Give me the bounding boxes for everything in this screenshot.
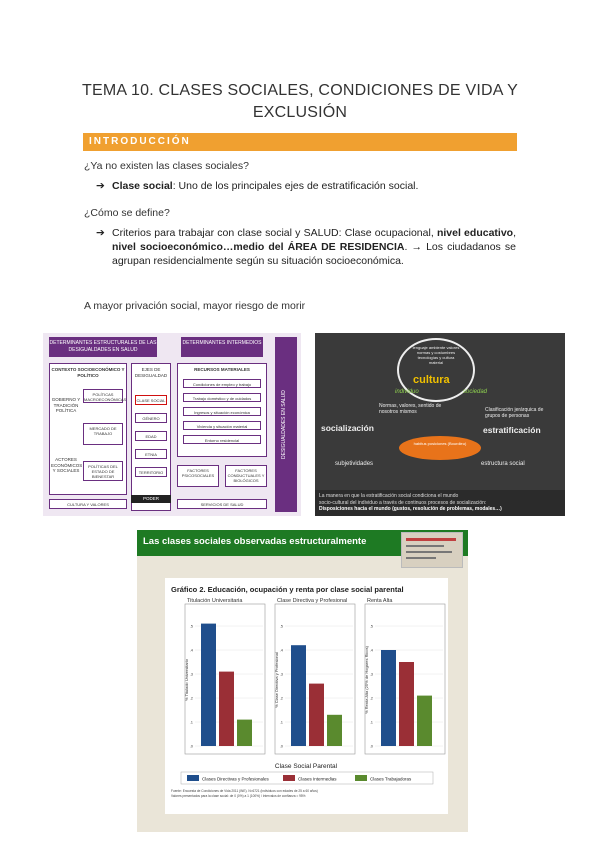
closing-statement: A mayor privación social, mayor riesgo de morir <box>84 300 306 312</box>
panel-title-2: Renta Alta <box>367 598 393 604</box>
section-header-introduccion: INTRODUCCIÓN <box>83 133 517 151</box>
y-tick-label: .0 <box>279 743 283 749</box>
resource-domestic-work: Trabajo doméstico y de cuidados <box>183 393 261 402</box>
actors-label: ACTORES ECONÓMICOS Y SOCIALES <box>51 457 83 473</box>
legend-label-1: Clases Intermedias <box>298 776 337 782</box>
bar-0-0 <box>201 624 216 746</box>
bar-1-1 <box>309 684 324 746</box>
legend-swatch-1 <box>283 775 295 781</box>
bar-0-1 <box>219 672 234 746</box>
habitus-ellipse <box>399 436 481 460</box>
individual-label: individuo <box>395 389 419 395</box>
social-structure-label: estructura social <box>481 461 525 467</box>
page-title <box>60 80 540 124</box>
culture-stratification-diagram <box>315 333 565 516</box>
bullet-2-sep: , <box>513 227 516 239</box>
resource-employment: Condiciones de empleo y trabajo <box>183 379 261 388</box>
y-tick-label: .1 <box>279 719 283 725</box>
y-tick-label: .2 <box>189 695 193 701</box>
caption-line-1: La manera en que la estratificación social condiciona el mundo <box>319 493 459 499</box>
y-tick-label: .0 <box>369 743 373 749</box>
legend-swatch-0 <box>187 775 199 781</box>
socialization-label: socialización <box>321 423 374 433</box>
panel-title-1: Clase Directiva y Profesional <box>277 598 348 604</box>
society-label: sociedad <box>463 389 488 395</box>
y-tick-label: .4 <box>189 647 193 653</box>
bullet-2-text-b: . → Los ciudadanos se agrupan residencialmente según su situación socioeconómica. <box>112 241 516 267</box>
habitus-text: habitus posiciones (Bourdieu) <box>413 441 467 446</box>
bullet-1-bold: Clase social <box>112 180 173 192</box>
material-resources-label: RECURSOS MATERIALES <box>194 367 250 372</box>
gender-box: GÉNERO <box>135 413 167 423</box>
health-inequalities-box: DESIGUALDADES EN SALUD <box>275 337 297 512</box>
diagram-caption <box>315 490 565 516</box>
classification-text: Clasificación jerárquica de grupos de personas <box>485 407 544 419</box>
territory-box: TERRITORIO <box>135 467 167 477</box>
ethnicity-box: ETNIA <box>135 449 167 459</box>
legend-title: Clase Social Parental <box>274 763 338 770</box>
welfare-policies-box: POLÍTICAS DEL ESTADO DE BIENESTAR <box>83 461 123 481</box>
determinants-diagram <box>43 333 301 516</box>
bullet-2 <box>96 226 516 268</box>
y-tick-label: .3 <box>189 671 193 677</box>
bullet-2-bold-2: nivel socioeconómico…medio del ÁREA DE RESIDENCIA <box>112 241 405 253</box>
header-structural: DETERMINANTES ESTRUCTURALES DE LAS DESIGUALDADES EN SALUD <box>49 337 157 357</box>
bullet-1 <box>96 179 516 193</box>
arrow-icon: ➔ <box>96 180 105 192</box>
y-tick-label: .3 <box>279 671 283 677</box>
bullet-1-text: : Uno de los principales ejes de estratificación social. <box>172 180 419 192</box>
arrow-icon: ➔ <box>96 227 105 239</box>
resource-income: Ingresos y situación económica <box>183 407 261 416</box>
axes-label: EJES DE DESIGUALDAD <box>134 367 168 378</box>
health-services-box: SERVICIOS DE SALUD <box>177 499 267 509</box>
bar-2-0 <box>381 650 396 746</box>
y-axis-label-0: % Titulado Universitario <box>184 658 189 702</box>
legend-label-0: Clases Directivas y Profesionales <box>202 776 269 782</box>
bar-2-1 <box>399 662 414 746</box>
chart-title: Gráfico 2. Educación, ocupación y renta por clase social parental <box>171 585 404 594</box>
social-class-box: CLASE SOCIAL <box>135 395 167 405</box>
bar-1-2 <box>327 715 342 746</box>
macro-policies-box: POLÍTICAS MACROECONÓMICAS <box>83 389 123 403</box>
y-tick-label: .5 <box>369 623 373 629</box>
bar-0-2 <box>237 720 252 746</box>
resource-environment: Entorno residencial <box>183 435 261 444</box>
document-thumbnail <box>401 532 463 568</box>
caption-line-3: Disposiciones hacia el mundo (gustos, resolución de problemas, modales…) <box>319 506 502 512</box>
y-axis-label-1: % Clase Directiva y Profesional <box>274 652 279 708</box>
resource-housing: Vivienda y situación material <box>183 421 261 430</box>
culture-label: cultura <box>413 374 450 386</box>
y-tick-label: .5 <box>279 623 283 629</box>
bar-2-2 <box>417 696 432 746</box>
culture-elements-text: lenguaje ambiente valores normas y costumbres tecnologías y cultura material <box>412 345 460 365</box>
source-note-1: Fuente: Encuesta de Condiciones de Vida 2011 (INE). N=6721 (individuos con edades de 25 a 60 años) <box>171 789 318 793</box>
context-label: CONTEXTO SOCIOECONÓMICO Y POLÍTICO <box>51 367 125 378</box>
y-axis-label-2: % Renta Alta (25% de Hogares Ricos) <box>364 646 369 714</box>
caption-line-2: socio-cultural del individuo a través de continuos procesos de socialización: <box>319 499 487 506</box>
source-note-2: Valores presentados para la clase social: de 0 (0%) a 1 (100%) / Intervalos de confianza = 95% <box>171 794 306 798</box>
question-2: ¿Cómo se define? <box>84 207 170 219</box>
y-tick-label: .1 <box>189 719 193 725</box>
bullet-2-text-a: Criterios para trabajar con clase social y SALUD: Clase ocupacional, <box>112 227 437 239</box>
psychosocial-factors-box: FACTORES PSICOSOCIALES <box>177 465 219 487</box>
age-box: EDAD <box>135 431 167 441</box>
bar-1-0 <box>291 645 306 746</box>
legend-label-2: Clases Trabajadoras <box>370 776 412 782</box>
culture-values-box: CULTURA Y VALORES <box>49 499 127 509</box>
norms-text: Normas, valores, sentido de nosotros mismos <box>379 403 442 415</box>
chart-slide <box>137 530 468 832</box>
y-tick-label: .4 <box>369 647 373 653</box>
y-tick-label: .4 <box>279 647 283 653</box>
government-label: GOBIERNO Y TRADICIÓN POLÍTICA <box>51 397 81 413</box>
question-1: ¿Ya no existen las clases sociales? <box>84 160 249 172</box>
title-line-1: TEMA 10. CLASES SOCIALES, CONDICIONES DE VIDA Y <box>82 82 518 99</box>
y-tick-label: .5 <box>189 623 193 629</box>
bar-chart <box>165 578 448 814</box>
y-tick-label: .0 <box>189 743 193 749</box>
legend-swatch-2 <box>355 775 367 781</box>
labour-market-box: MERCADO DE TRABAJO <box>83 423 123 445</box>
behavioural-factors-box: FACTORES CONDUCTUALES Y BIOLÓGICOS <box>225 465 267 487</box>
y-tick-label: .2 <box>279 695 283 701</box>
y-tick-label: .2 <box>369 695 373 701</box>
title-line-2: EXCLUSIÓN <box>252 104 348 121</box>
y-tick-label: .3 <box>369 671 373 677</box>
header-intermediate: DETERMINANTES INTERMEDIOS <box>181 337 263 357</box>
chart-frame <box>165 578 448 814</box>
subjectivities-label: subjetividades <box>335 461 374 467</box>
y-tick-label: .1 <box>369 719 373 725</box>
stratification-label: estratificación <box>483 425 541 435</box>
power-box: PODER <box>131 495 171 503</box>
panel-title-0: Titulación Universitaria <box>187 598 243 604</box>
slide-title: Las clases sociales observadas estructuralmente <box>143 536 367 547</box>
bullet-2-bold-1: nivel educativo <box>436 227 514 239</box>
